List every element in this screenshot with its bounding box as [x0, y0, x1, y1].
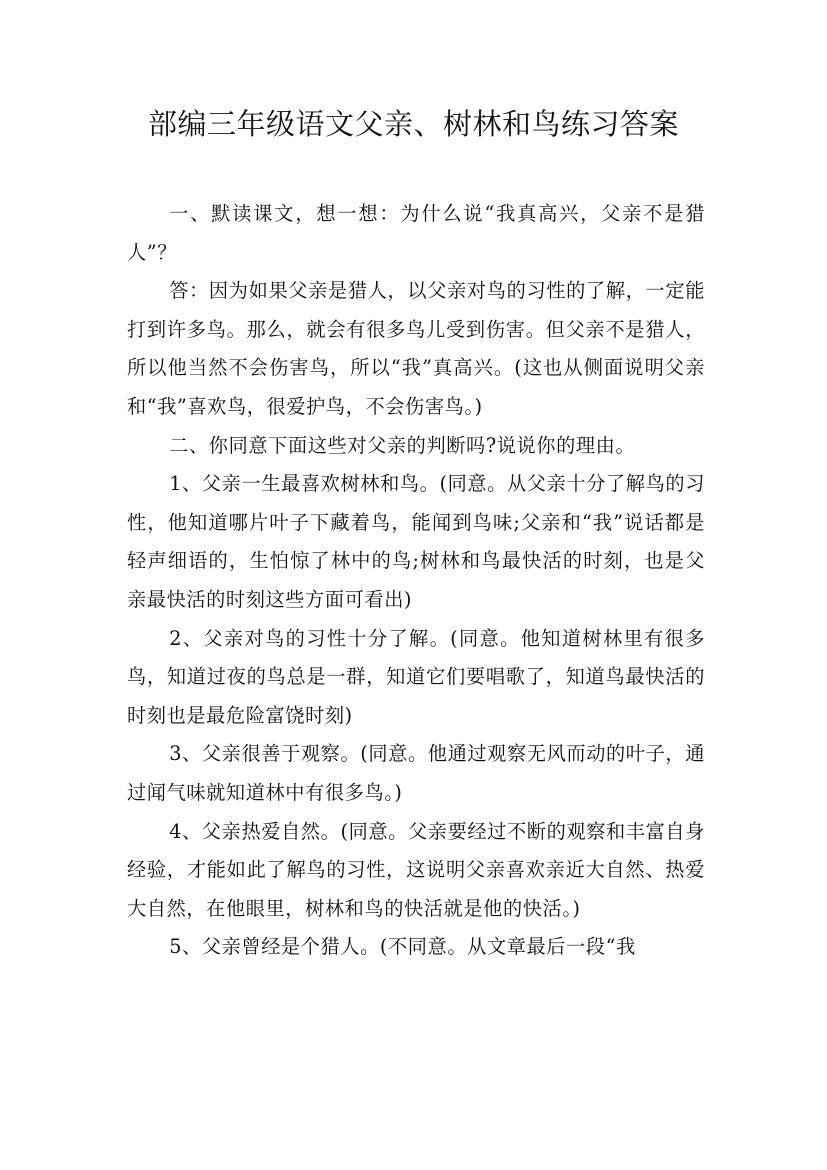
judgement-item-1: 1、父亲一生最喜欢树林和鸟。(同意。从父亲十分了解鸟的习性，他知道哪片叶子下藏着鸟，能闻到鸟味;父亲和“我”说话都是轻声细语的，生怕惊了林中的鸟;树林和鸟最快活的时刻，也是父亲最快活的时刻这些方面可看出) [127, 472, 705, 611]
judgement-item-3: 3、父亲很善于观察。(同意。他通过观察无风而动的叶子，通过闻气味就知道林中有很多鸟。) [127, 742, 705, 804]
question-one-paragraph: 一、默读课文，想一想：为什么说“我真高兴，父亲不是猎人”？ [127, 202, 705, 264]
judgement-item-2: 2、父亲对鸟的习性十分了解。(同意。他知道树林里有很多鸟，知道过夜的鸟总是一群，知道它们要唱歌了，知道鸟最快活的时刻也是最危险富饶时刻) [127, 626, 705, 727]
answer-one-paragraph: 答：因为如果父亲是猎人，以父亲对鸟的习性的了解，一定能打到许多鸟。那么，就会有很多鸟儿受到伤害。但父亲不是猎人，所以他当然不会伤害鸟，所以“我”真高兴。(这也从侧面说明父亲和“我”喜欢鸟，很爱护鸟，不会伤害鸟。) [127, 279, 705, 418]
judgement-item-5: 5、父亲曾经是个猎人。(不同意。从文章最后一段“我 [169, 935, 636, 959]
document-title: 部编三年级语文父亲、树林和鸟练习答案 [147, 107, 679, 141]
judgement-item-4: 4、父亲热爱自然。(同意。父亲要经过不断的观察和丰富自身经验，才能如此了解鸟的习性，这说明父亲喜欢亲近大自然、热爱大自然，在他眼里，树林和鸟的快活就是他的快活。) [127, 819, 705, 920]
question-two-paragraph: 二、你同意下面这些对父亲的判断吗?说说你的理由。 [169, 433, 636, 457]
document-body [127, 195, 705, 967]
